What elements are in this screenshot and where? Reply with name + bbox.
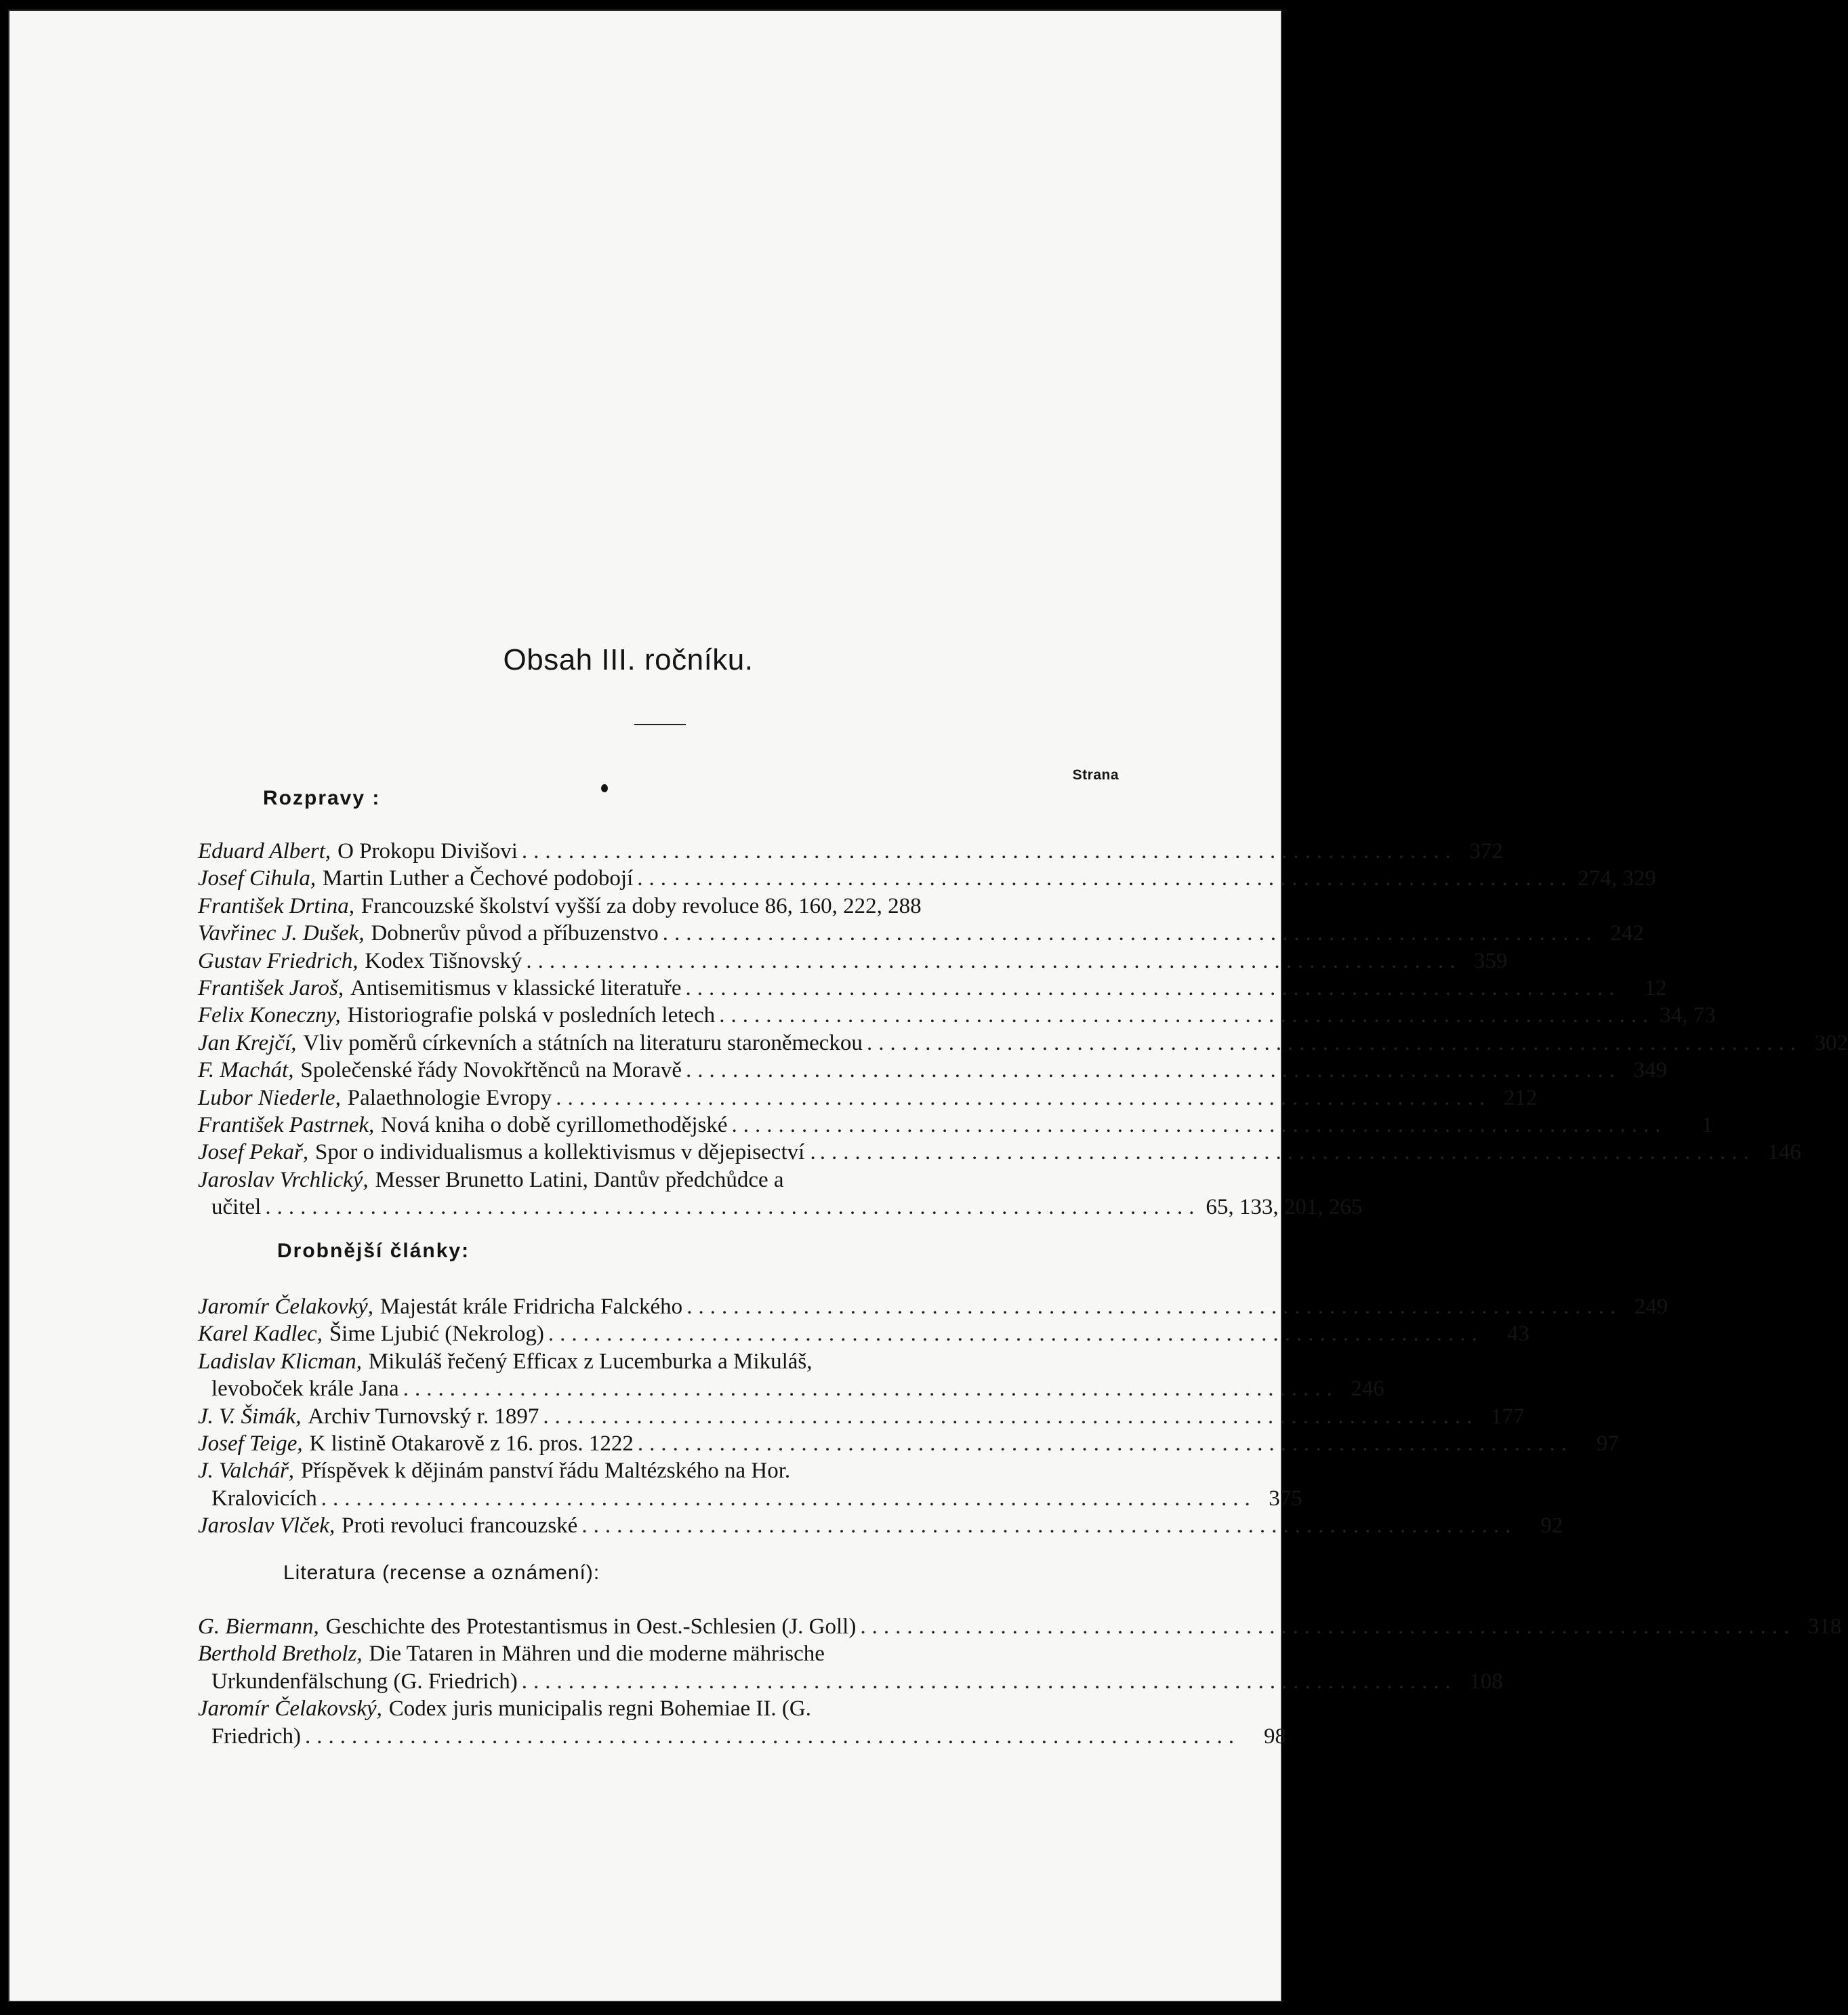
entry-title: Majestát krále Fridricha Falckého: [379, 1295, 683, 1319]
entry-author: Felix Koneczny,: [198, 1003, 341, 1028]
toc-entry: [198, 1375, 1384, 1402]
dot-leader: ................................................................................: [719, 1003, 1655, 1028]
entry-page-numbers: 97: [1596, 1431, 1619, 1457]
bullet-mark: [601, 784, 608, 792]
toc-entry: [198, 1057, 1668, 1084]
dot-leader: ................................................................................: [662, 921, 1598, 946]
dot-leader: ................................................................................: [819, 1140, 1755, 1165]
entry-title: učitel: [211, 1195, 262, 1220]
toc-entry: [198, 1723, 1286, 1750]
dot-leader: ................................................................................: [321, 1486, 1256, 1511]
page-title: Obsah III. ročníku.: [503, 643, 754, 676]
dot-leader: ................................................................................: [637, 866, 1573, 891]
entry-title: levoboček krále Jana: [211, 1377, 399, 1402]
toc-entry: [198, 893, 1137, 920]
entry-author: František Drtina,: [198, 893, 354, 918]
toc-entry: [198, 1640, 1137, 1667]
entry-author: Josef Teige,: [198, 1431, 303, 1457]
dot-leader: ................................................................................: [581, 1513, 1517, 1539]
entry-page-numbers: 249: [1634, 1295, 1668, 1319]
entry-author: Berthold Bretholz,: [198, 1642, 363, 1667]
toc-entry: [198, 1348, 1137, 1375]
toc-entry: [198, 1194, 1363, 1221]
entry-page-numbers: 1: [1702, 1113, 1713, 1138]
toc-entry: [198, 1320, 1529, 1347]
document-page: [8, 9, 1848, 2002]
dot-leader: ................................................................................: [685, 976, 1621, 1001]
toc-entry: [198, 1166, 1137, 1194]
entry-author: Karel Kadlec,: [198, 1322, 323, 1347]
entry-page-numbers: 146: [1767, 1140, 1801, 1165]
dot-leader: ................................................................................: [304, 1724, 1240, 1749]
section-list-literatura: [198, 1613, 1842, 1750]
dot-leader: ................................................................................: [686, 1058, 1622, 1083]
entry-author: Jaromír Čelakovský,: [198, 1696, 382, 1722]
entry-page-numbers: 34, 73: [1660, 1003, 1716, 1028]
entry-page-numbers: 274, 329: [1578, 866, 1656, 891]
entry-author: J. Valchář,: [198, 1459, 295, 1484]
entry-title: Die Tataren in Mähren und die moderne mährische: [369, 1642, 825, 1667]
toc-entry: [198, 1084, 1538, 1112]
dot-leader: ................................................................................: [526, 948, 1462, 973]
entry-author: Jan Krejčí,: [198, 1030, 297, 1055]
toc-entry: [198, 1512, 1563, 1539]
entry-author: F. Machát,: [198, 1058, 294, 1083]
entry-page-numbers: 302: [1814, 1030, 1848, 1055]
toc-entry: [198, 1430, 1619, 1457]
entry-page-numbers: 242: [1610, 921, 1644, 946]
entry-author: Ladislav Klicman,: [198, 1349, 363, 1374]
entry-author: Jaroslav Vrchlický,: [198, 1167, 369, 1192]
entry-page-numbers: 212: [1503, 1085, 1538, 1110]
dot-leader: ................................................................................: [521, 1669, 1457, 1694]
dot-leader: ................................................................................: [686, 1295, 1622, 1319]
dot-leader: ................................................................................: [265, 1195, 1201, 1220]
entry-page-numbers: 349: [1633, 1058, 1668, 1083]
entry-title: Messer Brunetto Latini, Dantův předchůdce a: [375, 1167, 784, 1192]
section-heading-literatura: Literatura (recense a oznámení):: [283, 1562, 600, 1584]
dot-leader: ................................................................................: [556, 1085, 1492, 1110]
entry-title: Dobnerův původ a příbuzenstvo: [371, 921, 659, 946]
entry-author: František Pastrnek,: [198, 1113, 375, 1138]
toc-entry: [198, 838, 1503, 865]
toc-entry: [198, 1139, 1801, 1166]
entry-page-numbers: 108: [1469, 1669, 1503, 1694]
entry-title: Kodex Tišnovský: [365, 948, 522, 973]
toc-entry: [198, 1457, 1137, 1484]
entry-page-numbers: 246: [1351, 1377, 1384, 1402]
dot-leader: ................................................................................: [637, 1431, 1573, 1457]
dot-leader: ................................................................................: [548, 1322, 1483, 1347]
entry-title: Šime Ljubić (Nekrolog): [329, 1322, 544, 1347]
entry-title: K listině Otakarově z 16. pros. 1222: [309, 1431, 634, 1457]
entry-title: Společenské řády Novokřtěnců na Moravě: [300, 1058, 682, 1083]
entry-title: Nová kniha o době cyrillomethodějské: [381, 1113, 728, 1138]
entry-author: František Jaroš,: [198, 976, 344, 1001]
section-list-rozpravy: [198, 838, 1848, 1221]
entry-page-numbers: 359: [1473, 948, 1508, 973]
section-list-drobnejsi-clanky: [198, 1293, 1668, 1540]
toc-entry: [198, 948, 1508, 975]
section-heading-drobnejsi-clanky: Drobnější články:: [277, 1240, 470, 1262]
entry-title: Vliv poměrů církevních a státních na literaturu staroněmeckou: [303, 1030, 863, 1055]
entry-title: Antisemitismus v klassické literatuře: [350, 976, 682, 1001]
entry-title: Historiografie polská v posledních letech: [347, 1003, 716, 1028]
entry-author: Lubor Niederle,: [198, 1085, 341, 1110]
entry-author: Josef Cihula,: [198, 866, 316, 891]
dot-leader: ................................................................................: [521, 839, 1457, 863]
entry-author: Eduard Albert,: [198, 839, 331, 863]
entry-title: Urkundenfälschung (G. Friedrich): [211, 1669, 518, 1694]
entry-title: Palaethnologie Evropy: [347, 1085, 552, 1110]
toc-entry: [198, 1695, 1137, 1722]
entry-author: Vavřinec J. Dušek,: [198, 921, 365, 946]
toc-entry: [198, 1485, 1302, 1512]
entry-page-numbers: 177: [1490, 1404, 1525, 1429]
dot-leader: ................................................................................: [860, 1614, 1796, 1639]
entry-author: G. Biermann,: [198, 1614, 319, 1639]
title-divider: [634, 724, 686, 725]
toc-entry: [198, 1293, 1668, 1320]
toc-entry: [198, 1668, 1503, 1695]
entry-page-numbers: 375: [1269, 1486, 1302, 1511]
entry-author: Gustav Friedrich,: [198, 948, 358, 973]
toc-entry: [198, 1030, 1848, 1057]
entry-title: Archiv Turnovský r. 1897: [308, 1404, 539, 1429]
entry-title: Mikuláš řečený Efficax z Lucemburka a Mikuláš,: [368, 1349, 813, 1374]
dot-leader: ................................................................................: [543, 1404, 1479, 1429]
toc-entry: [198, 975, 1667, 1002]
entry-title: O Prokopu Divišovi: [337, 839, 518, 863]
toc-entry: [198, 1112, 1713, 1139]
entry-author: Jaroslav Vlček,: [198, 1513, 335, 1539]
entry-page-numbers: 318: [1807, 1614, 1842, 1639]
entry-author: Josef Pekař,: [198, 1140, 309, 1165]
entry-author: Jaromír Čelakovký,: [198, 1295, 374, 1319]
toc-entry: [198, 920, 1644, 947]
entry-page-numbers: 12: [1644, 976, 1667, 1001]
entry-title: Geschichte des Protestantismus in Oest.-Schlesien (J. Goll): [325, 1614, 857, 1639]
entry-title: Francouzské školství vyšší za doby revoluce 86, 160, 222, 288: [361, 893, 922, 918]
toc-entry: [198, 1002, 1716, 1029]
entry-page-numbers: 372: [1469, 839, 1503, 863]
entry-page-numbers: 98: [1263, 1724, 1286, 1749]
entry-title: Martin Luther a Čechové podobojí: [323, 866, 634, 891]
entry-page-numbers: 92: [1540, 1513, 1563, 1539]
toc-entry: [198, 865, 1656, 892]
entry-title: Proti revoluci francouzské: [342, 1513, 578, 1539]
page-column-label: Strana: [1072, 767, 1119, 783]
entry-title: Příspěvek k dějinám panství řádu Maltézského na Hor.: [300, 1459, 791, 1484]
entry-page-numbers: 43: [1506, 1322, 1529, 1347]
entry-title: Kralovicích: [211, 1486, 317, 1511]
dot-leader: ................................................................................: [731, 1113, 1667, 1138]
toc-entry: [198, 1403, 1525, 1430]
entry-page-numbers: 65, 133, 201, 265: [1206, 1195, 1363, 1220]
toc-entry: [198, 1613, 1842, 1640]
entry-title: Friedrich): [211, 1724, 301, 1749]
entry-title: Codex juris municipalis regni Bohemiae II. (G.: [388, 1696, 811, 1722]
entry-title: Spor o individualismus a kollektivismus v dějepisectví .: [315, 1140, 816, 1165]
entry-author: J. V. Šimák,: [198, 1404, 302, 1429]
dot-leader: ................................................................................: [866, 1030, 1802, 1055]
section-heading-rozpravy: Rozpravy :: [263, 787, 381, 809]
dot-leader: ................................................................................: [403, 1377, 1338, 1402]
